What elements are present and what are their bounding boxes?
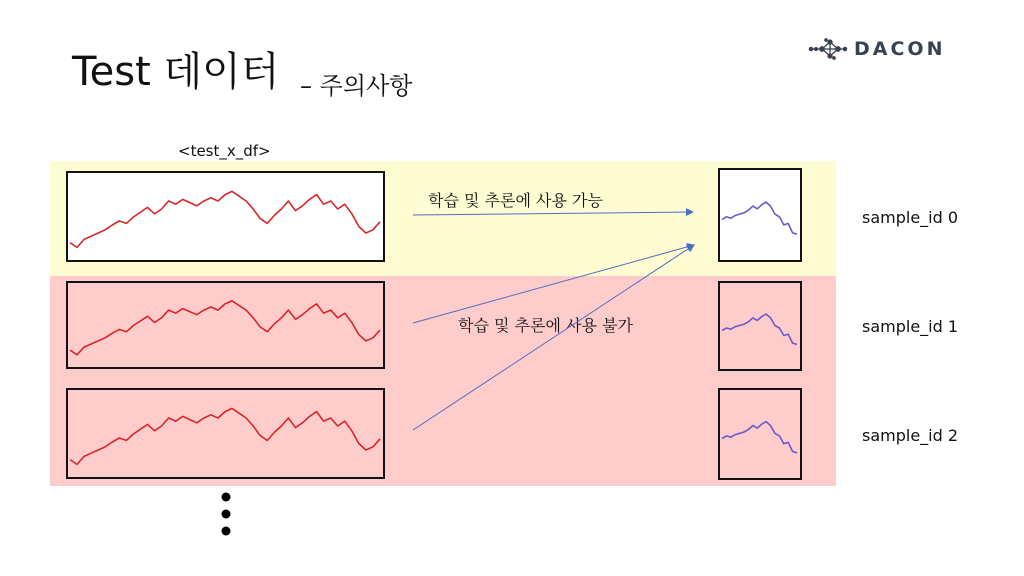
vertical-ellipsis-icon	[216, 491, 236, 541]
sample-label-1: sample_id 1	[862, 317, 959, 336]
arrow-usable	[413, 212, 693, 215]
sample-label-0: sample_id 0	[862, 208, 959, 227]
dataframe-label: <test_x_df>	[178, 142, 271, 160]
page-subtitle: – 주의사항	[300, 72, 413, 100]
arrow-unusable-2	[413, 245, 694, 430]
page-title: Test 데이터	[72, 49, 280, 95]
sample-label-2: sample_id 2	[862, 426, 959, 445]
unusable-label: 학습 및 추론에 사용 불가	[458, 316, 633, 335]
logo-text: DACON	[854, 38, 946, 60]
usable-label: 학습 및 추론에 사용 가능	[428, 191, 603, 210]
arrow-unusable-1	[413, 245, 694, 323]
